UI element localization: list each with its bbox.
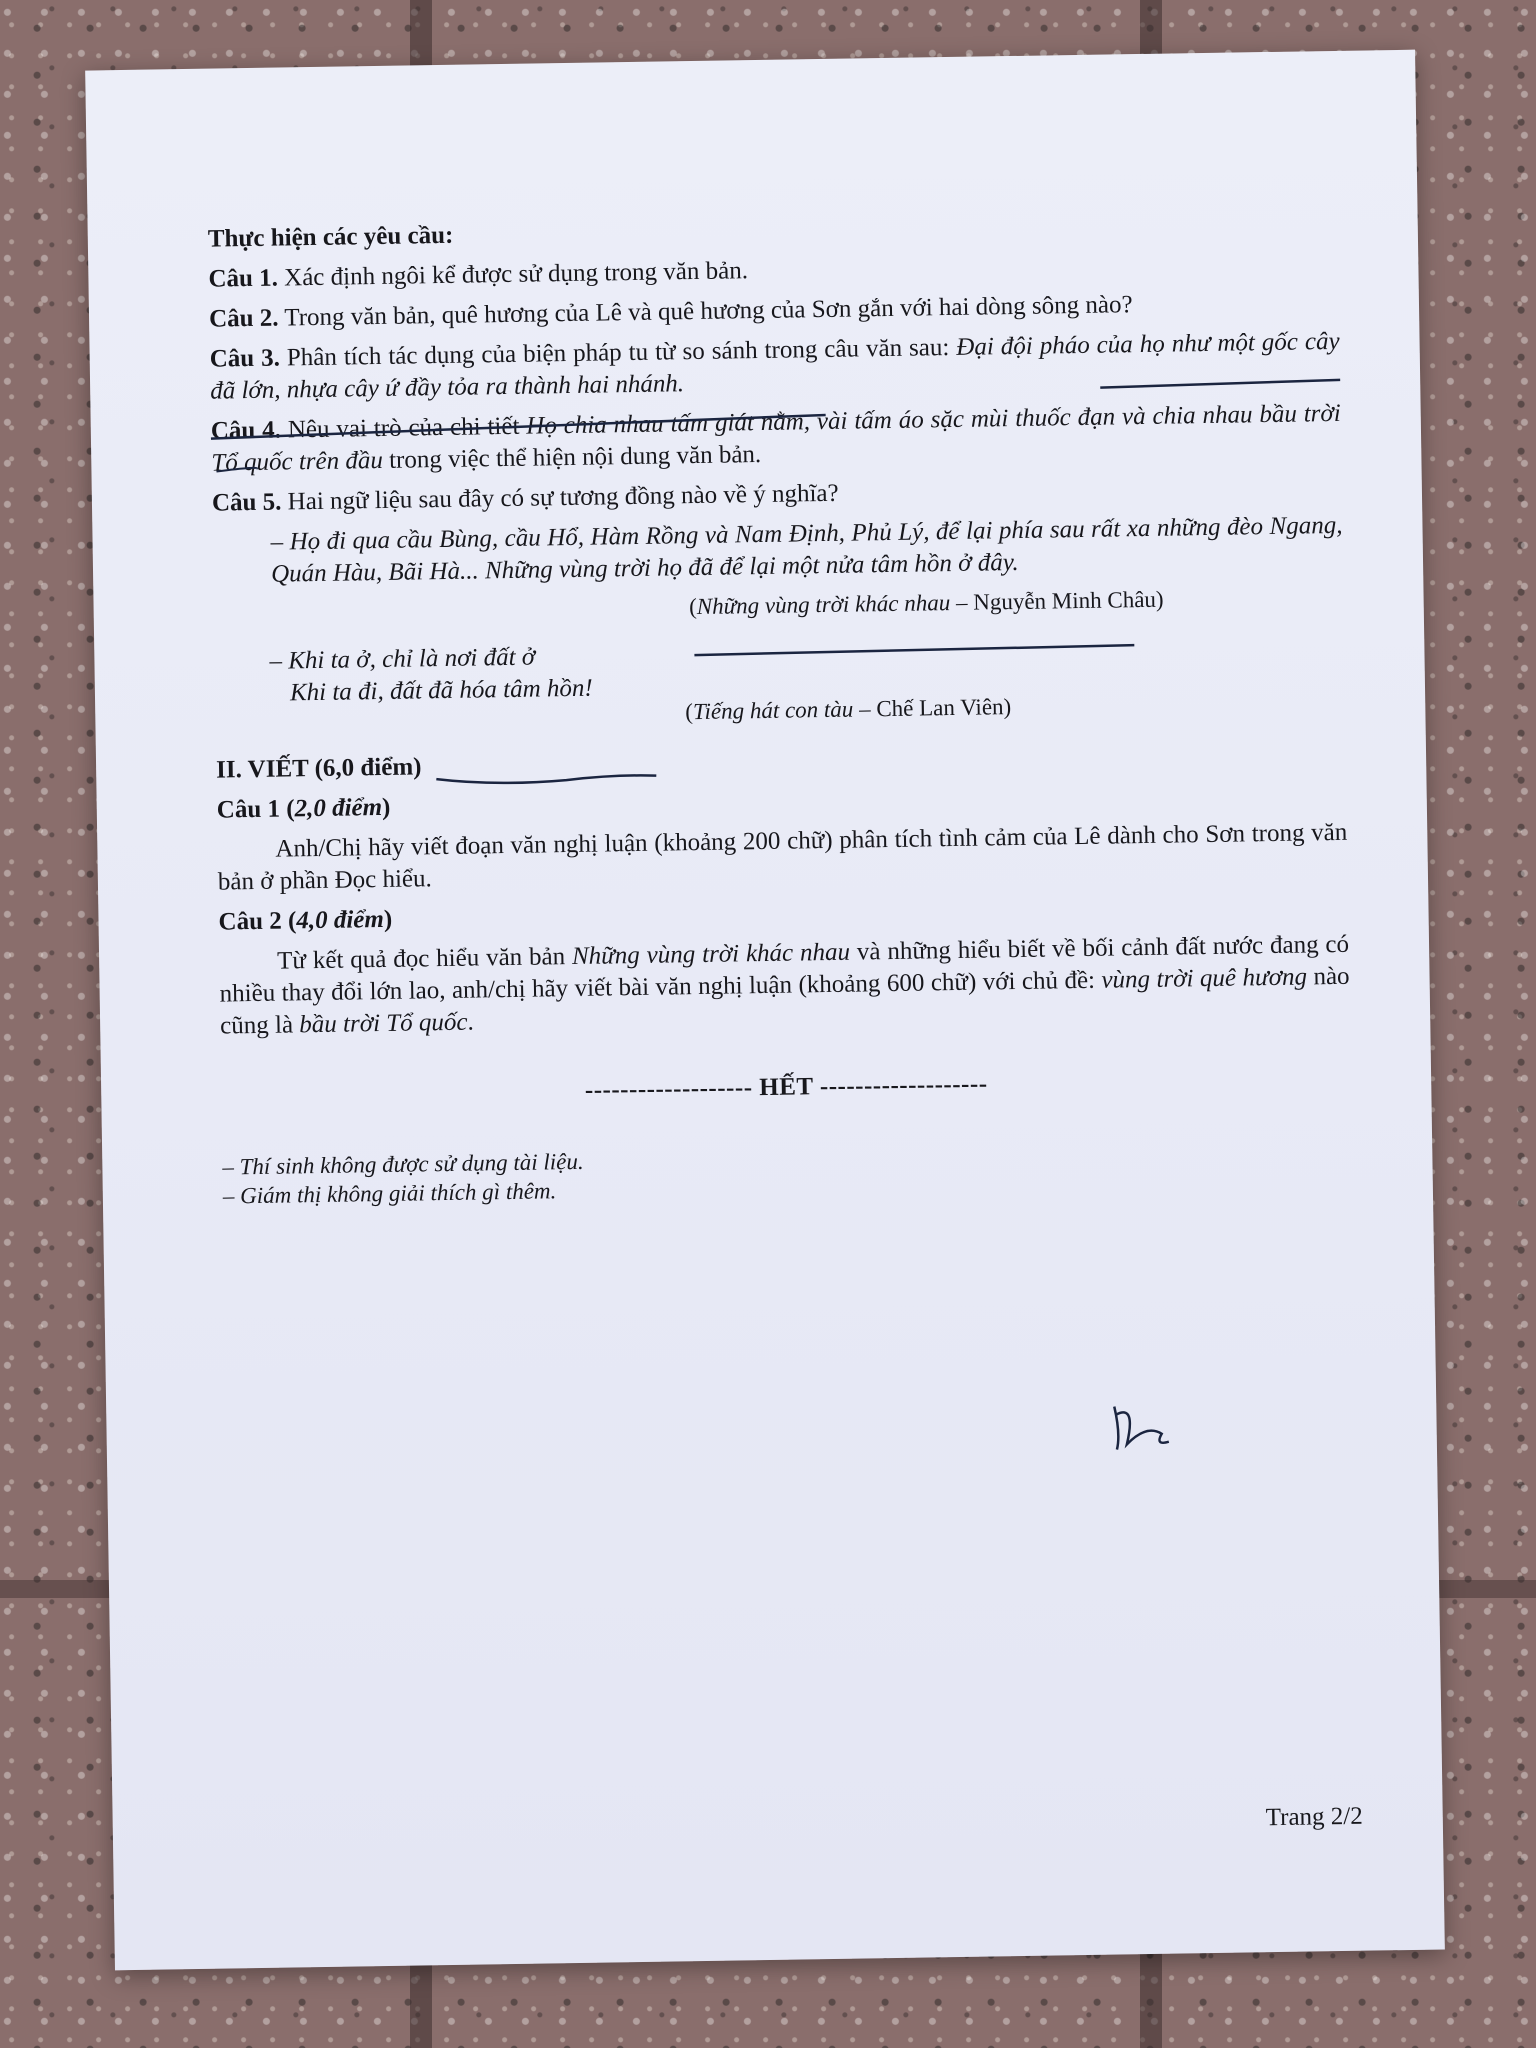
source-title: Những vùng trời khác nhau [696,590,951,620]
label-text: ) [383,905,393,933]
section-heading-writing: II. VIẾT (6,0 điểm) [215,753,422,784]
prompt-text: nào cũng là [219,962,1350,1040]
label-text: ) [381,793,391,821]
question-text: Hai ngữ liệu sau đây có sự tương đồng nào về ý nghĩa? [287,479,839,516]
source-title: Tiếng hát con tàu [692,697,854,725]
points: 2,0 điểm [294,793,383,823]
points: 4,0 điểm [296,905,385,935]
note-2: – Giám thị không giải thích gì thêm. [222,1178,557,1209]
question-text: Xác định ngôi kể được sử dụng trong văn bản. [283,257,749,292]
question-label: Câu 3. [209,344,281,373]
end-marker: ------------------- HẾT ------------------- [584,1070,988,1104]
excerpt-1: – Họ đi qua cầu Bùng, cầu Hổ, Hàm Rồng và Nam Định, Phủ Lý, để lại phía sau rất xa những đèo Ngang, Quán Hàu, Bãi Hà... Những vùng trời họ đã để lại một nửa tâm hồn ở đây. [270,511,1343,588]
prompt-text: và những hiểu biết về bối cảnh đất nước đang có nhiều thay đổi lớn lao, anh/chị hãy viết bài văn nghị luận (khoảng 600 chữ) với chủ đề: [219,930,1350,1008]
poem-line-2: Khi ta đi, đất đã hóa tâm hồn! [289,675,593,707]
handwritten-initials [1106,1393,1187,1464]
question-text: Nêu vai trò của chi tiết [287,412,527,444]
question-label: Câu 2. [208,304,279,333]
label-text: Câu 2 ( [218,907,297,936]
instructions-title: Thực hiện các yêu cầu: [207,221,454,253]
quoted-detail: Họ chia nhau tấm giát nằm, vài tấm áo sặc mùi thuốc đạn và chia nhau bầu trời Tổ quốc trên đầu [211,399,1341,477]
label-text: Câu 1 ( [216,795,295,824]
writing-question-1-text: Anh/Chị hãy viết đoạn văn nghị luận (khoảng 200 chữ) phân tích tình cảm của Lê dành cho Sơn trong văn bản ở phần Đọc hiểu. [217,818,1348,896]
question-text: trong việc thể hiện nội dung văn bản. [382,440,762,474]
quoted-sentence: Đại đội pháo của họ như một gốc cây đã lớn, nhựa cây ứ đầy tỏa ra thành hai nhánh. [209,327,1340,405]
theme-phrase: bầu trời Tổ quốc [299,1008,468,1039]
question-4 [211,398,1342,480]
question-text: Phân tích tác dụng của biện pháp tu từ so sánh trong câu văn sau: [286,333,957,372]
page-content [208,206,1353,1211]
paren: ( [685,699,694,725]
source-author: – Chế Lan Viên) [853,694,1012,723]
source-author: – Nguyễn Minh Châu) [950,586,1164,616]
page-number: Trang 2/2 [1265,1802,1363,1832]
writing-question-2-text [219,929,1350,1043]
question-label: Câu 5. [211,488,282,517]
question-label: Câu 4. [210,416,282,445]
note-1: – Thí sinh không được sử dụng tài liệu. [222,1148,584,1180]
theme-phrase: vùng trời quê hương [1101,963,1308,994]
paren: ( [688,594,697,620]
question-text: Trong văn bản, quê hương của Lê và quê hương của Sơn gắn với hai dòng sông nào? [284,291,1133,332]
question-label: Câu 1. [208,264,279,293]
exam-page [85,50,1445,1971]
prompt-text: Từ kết quả đọc hiểu văn bản [276,942,573,975]
poem-line-1: – Khi ta ở, chỉ là nơi đất ở [269,644,536,676]
question-3 [209,326,1340,408]
prompt-text: . [467,1008,474,1036]
work-title: Những vùng trời khác nhau [571,938,851,970]
